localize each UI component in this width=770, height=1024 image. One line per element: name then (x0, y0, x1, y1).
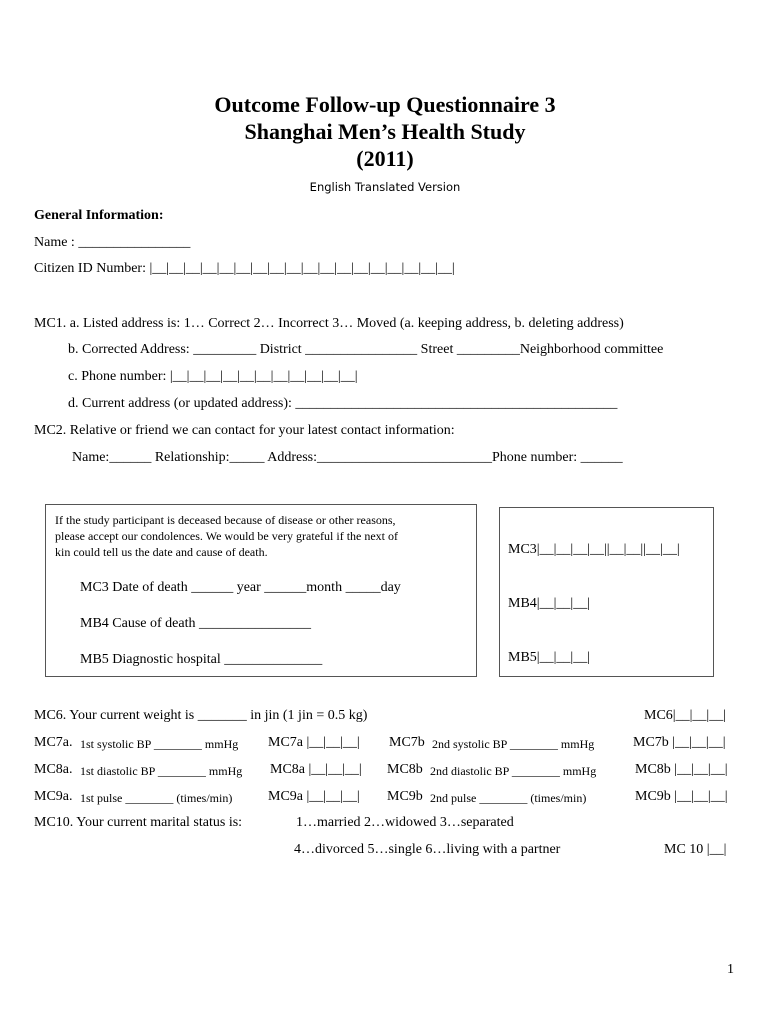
mc10-options-2: 4…divorced 5…single 6…living with a partner (294, 842, 561, 857)
mc6-question: MC6. Your current weight is _______ in jin (1 jin = 0.5 kg) (34, 708, 368, 723)
mc9a-label: MC9a. (34, 789, 73, 804)
mc8a-code: MC8a |__|__|__| (270, 762, 362, 777)
title-line-3: (2011) (356, 146, 414, 171)
mc2-question: MC2. Relative or friend we can contact for your latest contact information: (34, 423, 455, 438)
mc1-b: b. Corrected Address: _________ District ________________ Street _________Neighborhood committee (68, 342, 664, 357)
mc9b-label: MC9b (387, 789, 423, 804)
mc6-code: MC6|__|__|__| (644, 708, 726, 723)
general-heading: General Information: (34, 208, 164, 223)
mc2-fields: Name:______ Relationship:_____ Address:_________________________Phone number: ______ (72, 450, 623, 465)
mc7a-label: MC7a. (34, 735, 73, 750)
mc8b-text: 2nd diastolic BP ________ mmHg (430, 764, 597, 778)
name-field: Name : ________________ (34, 235, 191, 250)
mc10-question: MC10. Your current marital status is: (34, 815, 243, 830)
mc7b-text: 2nd systolic BP ________ mmHg (432, 737, 595, 751)
mc1-a: MC1. a. Listed address is: 1… Correct 2… Incorrect 3… Moved (a. keeping address, b. deleting address) (34, 316, 624, 331)
mc7a-code: MC7a |__|__|__| (268, 735, 360, 750)
page-number: 1 (727, 962, 734, 977)
mb5-diagnostic-hospital: MB5 Diagnostic hospital ______________ (80, 652, 323, 667)
mc9b-text: 2nd pulse ________ (times/min) (430, 791, 587, 805)
deceased-note-line-2: please accept our condolences. We would be very grateful if the next of (55, 529, 399, 543)
mc8b-code: MC8b |__|__|__| (635, 762, 728, 777)
title-line-2: Shanghai Men’s Health Study (244, 119, 526, 144)
mc1-c: c. Phone number: |__|__|__|__|__|__|__|__|__|__|__| (68, 369, 358, 384)
mb4-code: MB4|__|__|__| (508, 596, 590, 611)
mc9a-code: MC9a |__|__|__| (268, 789, 360, 804)
citizen-id-field: Citizen ID Number: |__|__|__|__|__|__|__|__|__|__|__|__|__|__|__|__|__|__| (34, 261, 455, 276)
mc7b-code: MC7b |__|__|__| (633, 735, 726, 750)
mc8b-label: MC8b (387, 762, 423, 777)
mc8a-label: MC8a. (34, 762, 73, 777)
mc3-code: MC3|__|__|__|__||__|__||__|__| (508, 542, 680, 557)
mc3-date-of-death: MC3 Date of death ______ year ______month _____day (80, 580, 401, 595)
mb4-cause-of-death: MB4 Cause of death ________________ (80, 616, 311, 631)
mc1-d: d. Current address (or updated address): ______________________________________________ (68, 396, 618, 411)
mc9a-text: 1st pulse ________ (times/min) (80, 791, 233, 805)
mc10-code: MC 10 |__| (664, 842, 727, 857)
mc7a-text: 1st systolic BP ________ mmHg (80, 737, 239, 751)
title-line-1: Outcome Follow-up Questionnaire 3 (214, 92, 556, 117)
subtitle: English Translated Version (309, 180, 461, 194)
deceased-note-line-1: If the study participant is deceased because of disease or other reasons, (55, 513, 396, 527)
mc7b-label: MC7b (389, 735, 425, 750)
mc8a-text: 1st diastolic BP ________ mmHg (80, 764, 243, 778)
mc9b-code: MC9b |__|__|__| (635, 789, 728, 804)
mc10-options-1: 1…married 2…widowed 3…separated (296, 815, 514, 830)
mb5-code: MB5|__|__|__| (508, 650, 590, 665)
deceased-note-line-3: kin could tell us the date and cause of death. (55, 545, 268, 559)
